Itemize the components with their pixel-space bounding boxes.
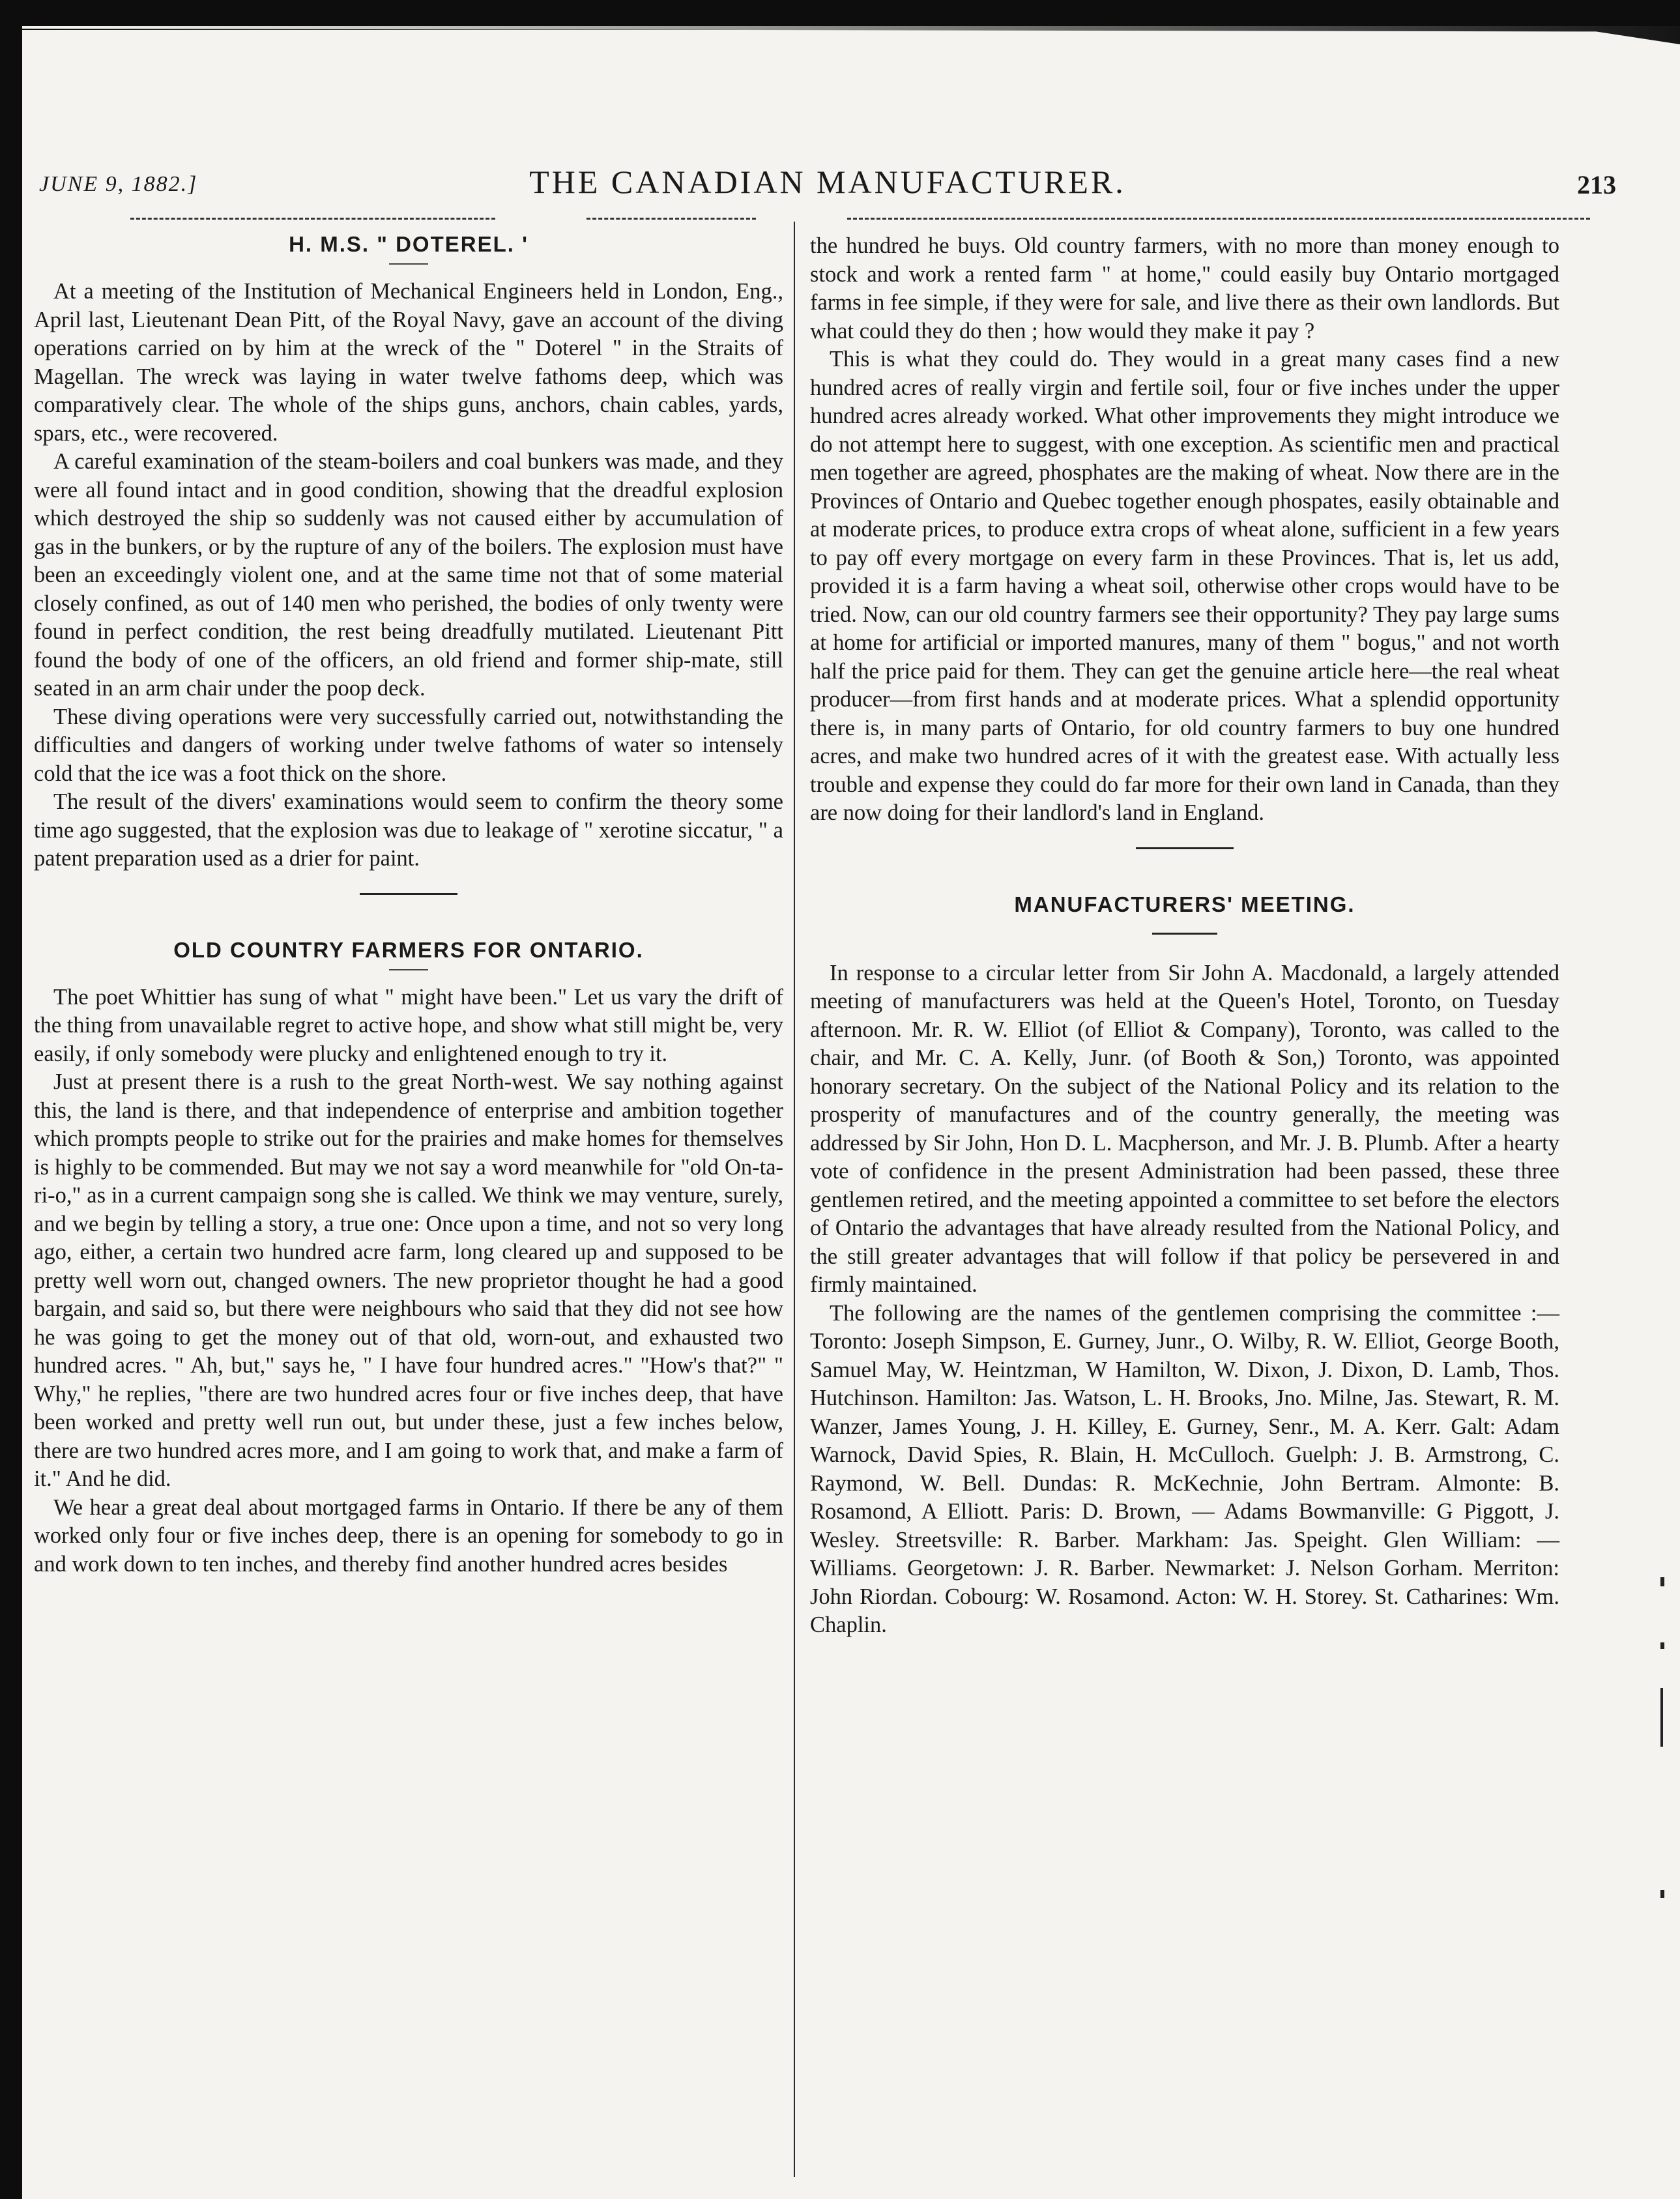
article-heading-meeting: MANUFACTURERS' MEETING. — [1014, 892, 1355, 916]
paragraph: The poet Whittier has sung of what " might have been." Let us vary the drift of the thing from unavailable regret to active hope, and show what still might be, very easily, if only somebody were plucky and enlightened enough to try it. — [34, 984, 783, 1066]
header-rule — [847, 218, 1590, 220]
article-heading-doterel: H. M.S. " DOTEREL. ' — [289, 232, 529, 256]
scan-edge-wedge — [0, 26, 1680, 44]
column-divider — [794, 222, 795, 2177]
issue-date: JUNE 9, 1882.] — [39, 172, 198, 196]
scan-speck — [1660, 1688, 1663, 1747]
article-separator — [360, 893, 457, 895]
page-number: 213 — [1577, 170, 1616, 199]
article-separator — [1136, 847, 1234, 849]
scan-speck — [1660, 1642, 1664, 1649]
paragraph: At a meeting of the Institution of Mechanical Engineers held in London, Eng., April last, Lieutenant Dean Pitt, of the Royal Navy, gave an account of the diving operations carried on by him at the wreck of the " Doterel " in the Straits of Magellan. The wreck was laying in water twelve fathoms deep, which was comparatively clear. The whole of the ships guns, anchors, chain cables, yards, spars, etc., were recovered. — [34, 279, 783, 446]
paragraph: the hundred he buys. Old country farmers, with no more than money enough to stock and work a rented farm " at home," could easily buy Ontario mortgaged farms in fee simple, if they were for sale, and live there as their own landlords. But what could they do then ; how would they make it pay ? — [810, 233, 1559, 343]
right-column — [810, 232, 1559, 1640]
paragraph: This is what they could do. They would in a great many cases find a new hundred acres of really virgin and fertile soil, four or five inches under the upper hundred acres already worked. What other improvements they might introduce we do not attempt here to suggest, with one exception. As scientific men and practical men together are agreed, phosphates are the making of wheat. Now there are in the Provinces of Ontario and Quebec together enough phospates, easily obtainable and at moderate prices, to produce extra crops of wheat alone, sufficient in a few years to pay off every mortgage on every farm in these Provinces. That is, let us add, provided it is a farm having a wheat soil, otherwise other crops would have to be tried. Now, can our old country farmers see their opportunity? They pay large sums at home for artificial or imported manures, many of them " bogus," and not worth half the price paid for them. They can get the genuine article here—the real wheat producer—from first hands and at moderate prices. What a splendid opportunity there is, in many parts of Ontario, for old country farmers to buy one hundred acres, and make two hundred acres of it with the greatest ease. With actually less trouble and expense they could do far more for their own land in Canada, than they are now doing for their landlord's land in England. — [810, 347, 1559, 825]
heading-rule — [389, 263, 428, 265]
left-column — [34, 232, 783, 1579]
article-heading-farmers: OLD COUNTRY FARMERS FOR ONTARIO. — [173, 937, 644, 962]
heading-rule — [389, 969, 428, 970]
paragraph: We hear a great deal about mortgaged farms in Ontario. If there be any of them worked only four or five inches deep, there is an opening for somebody to go in and work down to ten inches, and thereby find another hundred acres besides — [34, 1494, 783, 1577]
publication-title: THE CANADIAN MANUFACTURER. — [529, 164, 1126, 200]
header-rule — [587, 218, 756, 220]
scan-speck — [1660, 1577, 1664, 1586]
paragraph: Just at present there is a rush to the great North-west. We say nothing against this, the land is there, and that independence of enterprise and ambition together which prompts people to strike out for the prairies and make homes for themselves is highly to be commended. But may we not say a word meanwhile for "old On-ta-ri-o," as in a current campaign song she is called. We think we may venture, surely, and we begin by telling a story, a true one: Once upon a time, and not so very long ago, either, a certain two hundred acre farm, long cleared up and supposed to be pretty well worn out, changed owners. The new proprietor thought he had a good bargain, and said so, but there were neighbours who said that they did not see how he was going to get the money out of that old, worn-out, and exhausted two hundred acres. " Ah, but," says he, " I have four hundred acres." "How's that?" " Why," he replies, "there are two hundred acres four or five inches deep, that have been worked and pretty well run out, but under these, just a few inches below, there are two hundred acres more, and I am going to work that, and make a farm of it." And he did. — [34, 1070, 783, 1491]
page-header — [39, 163, 1616, 209]
scan-speck — [1660, 1890, 1664, 1898]
paragraph: The following are the names of the gentlemen comprising the committee :—Toronto: Joseph Simpson, E. Gurney, Junr., O. Wilby, R. W. Elliot, George Booth, Samuel May, W. Heintzman, W Hamilton, W. Dixon, J. Dixon, D. Lamb, Thos. Hutchinson. Hamilton: Jas. Watson, L. H. Brooks, Jno. Milne, Jas. Stewart, R. M. Wanzer, James Young, J. H. Killey, E. Gurney, Senr., M. A. Kerr. Galt: Adam Warnock, David Spies, R. Blain, H. McCulloch. Guelph: J. B. Armstrong, C. Raymond, W. Bell. Dundas: R. McKechnie, John Bertram. Almonte: B. Rosamond, A Elliott. Paris: D. Brown, — Adams Bowmanville: G Piggott, J. Wesley. Streetsville: R. Barber. Markham: Jas. Speight. Glen William: — Williams. Georgetown: J. R. Barber. Newmarket: J. Nelson Gorham. Merriton: John Riordan. Cobourg: W. Rosamond. Acton: W. H. Storey. St. Catharines: Wm. Chaplin. — [810, 1300, 1559, 1637]
paragraph: These diving operations were very successfully carried out, notwithstanding the difficulties and dangers of working under twelve fathoms of water so intensely cold that the ice was a foot thick on the shore. — [34, 704, 783, 786]
heading-rule — [1152, 933, 1217, 935]
paragraph: In response to a circular letter from Sir John A. Macdonald, a largely attended meeting of manufacturers was held at the Queen's Hotel, Toronto, on Tuesday afternoon. Mr. R. W. Elliot (of Elliot & Company), Toronto, was called to the chair, and Mr. C. A. Kelly, Junr. (of Booth & Son,) Toronto, was appointed honorary secretary. On the subject of the National Policy and its relation to the prosperity of manufactures and of the country generally, the meeting was addressed by Sir John, Hon D. L. Macpherson, and Mr. J. B. Plumb. After a hearty vote of confidence in the present Administration had been passed, these three gentlemen retired, and the meeting appointed a committee to set before the electors of Ontario the advantages that have already resulted from the National Policy, and the still greater advantages that will follow if that policy be persevered in and firmly maintained. — [810, 960, 1559, 1297]
header-rule — [130, 218, 495, 220]
paragraph: A careful examination of the steam-boilers and coal bunkers was made, and they were all found intact and in good condition, showing that the dreadful explosion which destroyed the ship so suddenly was not caused either by accumulation of gas in the bunkers, or by the rupture of any of the boilers. The explosion must have been an exceedingly violent one, and at the same time not that of some material closely confined, as out of 140 men who perished, the bodies of only twenty were found in perfect condition, the rest being dreadfully mutilated. Lieutenant Pitt found the body of one of the officers, an old friend and former ship-mate, still seated in an arm chair under the poop deck. — [34, 449, 783, 701]
scan-edge-left — [0, 0, 22, 2199]
scan-edge-top — [0, 0, 1680, 30]
paragraph: The result of the divers' examinations would seem to confirm the theory some time ago suggested, that the explosion was due to leakage of " xerotine siccatur, " a patent preparation used as a drier for paint. — [34, 789, 783, 871]
